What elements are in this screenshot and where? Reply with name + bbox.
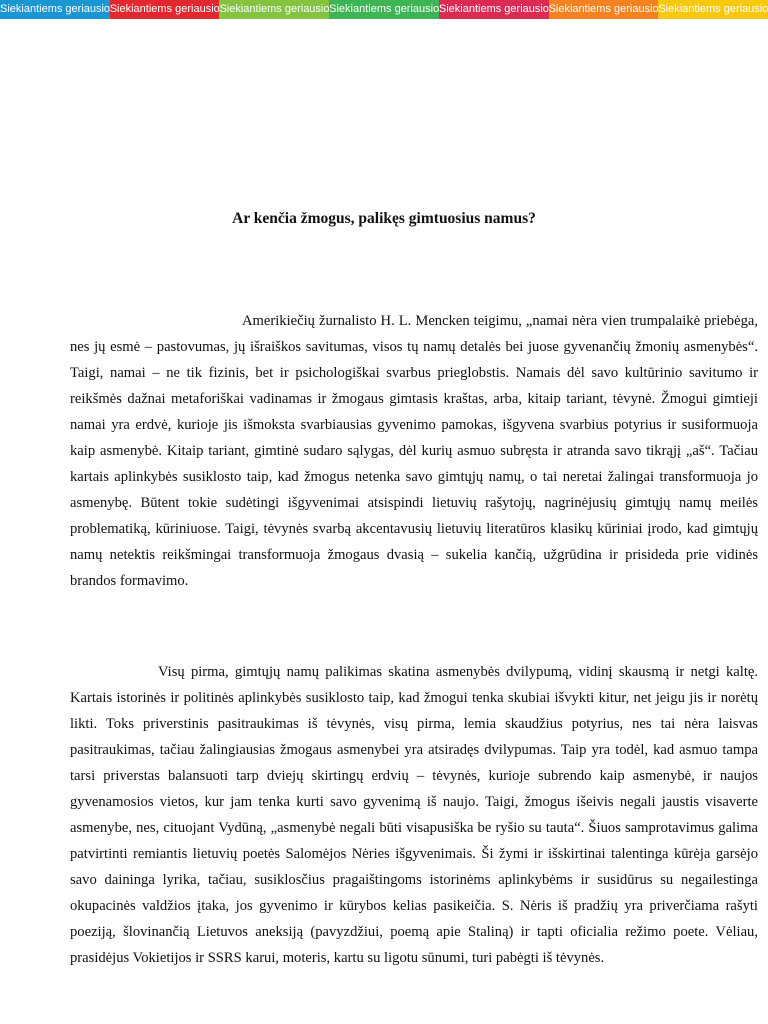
tab-6[interactable]: Siekiantiems geriausio (549, 0, 659, 19)
tab-3[interactable]: Siekiantiems geriausio (219, 0, 329, 19)
tab-7[interactable]: Siekiantiems geriausio (658, 0, 768, 19)
document-paragraph: Visų pirma, gimtųjų namų palikimas skatina asmenybės dvilypumą, vidinį skausmą ir netgi kaltę. Kartais istorinės ir politinės aplinkybės susiklosto taip, kad žmogui tenka skubiai išvykti kitur, net jeigu jis ir norėtų likti. Toks priverstinis pasitraukimas iš tėvynės, visų pirma, lemia skaudžius potyrius, nes tai nėra laisvas pasitraukimas, tačiau žalingiausias žmogaus asmenybei yra atsiradęs dvilypumas. Taip yra todėl, kad asmuo tampa tarsi priverstas balansuoti tarp dviejų skirtingų erdvių – tėvynės, kurioje subrendo kaip asmenybė, ir naujos gyvenamosios vietos, kur jam tenka kurti savo gyvenimą iš naujo. Taigi, žmogus išeivis negali jaustis visaverte asmenybe, nes, cituojant Vydūną, „asmenybė negali būti visapusiška be ryšio su tauta“. Šiuos samprotavimus galima patvirtinti remiantis lietuvių poetės Salomėjos Nėries išgyvenimais. Ši žymi ir išskirtinai talentinga kūrėja garsėjo savo daininga lyrika, tačiau, susiklosčius pragaištingoms istorinėms aplinkybėms ir susidūrus su negailestinga okupacinės valdžios įtaka, jos gyvenimo ir kūrybos kelias pasikeičia. S. Nėris iš pradžių yra priverčiama rašyti poeziją, šlovinančią Lietuvos aneksiją (pavyzdžiui, poemą apie Staliną) ir tapti oficialia režimo poete. Vėliau, prasidėjus Vokietijos ir SSRS karui, moteris, kartu su ligotu sūnumi, turi pabėgti iš tėvynės. (70, 664, 758, 966)
document-paragraph: Amerikiečių žurnalisto H. L. Mencken teigimu, „namai nėra vien trumpalaikė priebėga, nes jų esmė – pastovumas, jų išraiškos savitumas, visos tų namų detalės bei juose gyvenančių žmonių asmenybės“. Taigi, namai – ne tik fizinis, bet ir psichologiškai svarbus prieglobstis. Namais dėl savo kultūrinio savitumo ir reikšmės dažnai metaforiškai vadinamas ir žmogaus gimtasis kraštas, arba, kitaip tariant, tėvynė. Žmogui gimtieji namai yra erdvė, kurioje jis išmoksta svarbiausias gyvenimo pamokas, išgyvena svarbius potyrius ir susiformuoja kaip asmenybė. Kitaip tariant, gimtinė sudaro sąlygas, dėl kurių asmuo subręsta ir atranda savo tikrąjį „aš“. Tačiau kartais aplinkybės susiklosto taip, kad žmogus netenka savo gimtųjų namų, o tai neretai žalingai transformuoja jo asmenybę. Būtent tokie sudėtingi išgyvenimai atsispindi lietuvių rašytojų, nagrinėjusių gimtųjų namų meilės problematiką, kūriniuose. Taigi, tėvynės svarbą akcentavusių lietuvių literatūros klasikų kūriniai įrodo, kad gimtųjų namų netektis reikšmingai transformuoja žmogaus dvasią – sukelia kančią, užgrūdina ir prisideda prie vidinės brandos formavimo. (70, 313, 758, 589)
document-title: Ar kenčia žmogus, palikęs gimtuosius namus? (232, 210, 536, 227)
tab-1[interactable]: Siekiantiems geriausio (0, 0, 110, 19)
tab-4[interactable]: Siekiantiems geriausio (329, 0, 439, 19)
tab-2[interactable]: Siekiantiems geriausio (110, 0, 220, 19)
tab-5[interactable]: Siekiantiems geriausio (439, 0, 549, 19)
